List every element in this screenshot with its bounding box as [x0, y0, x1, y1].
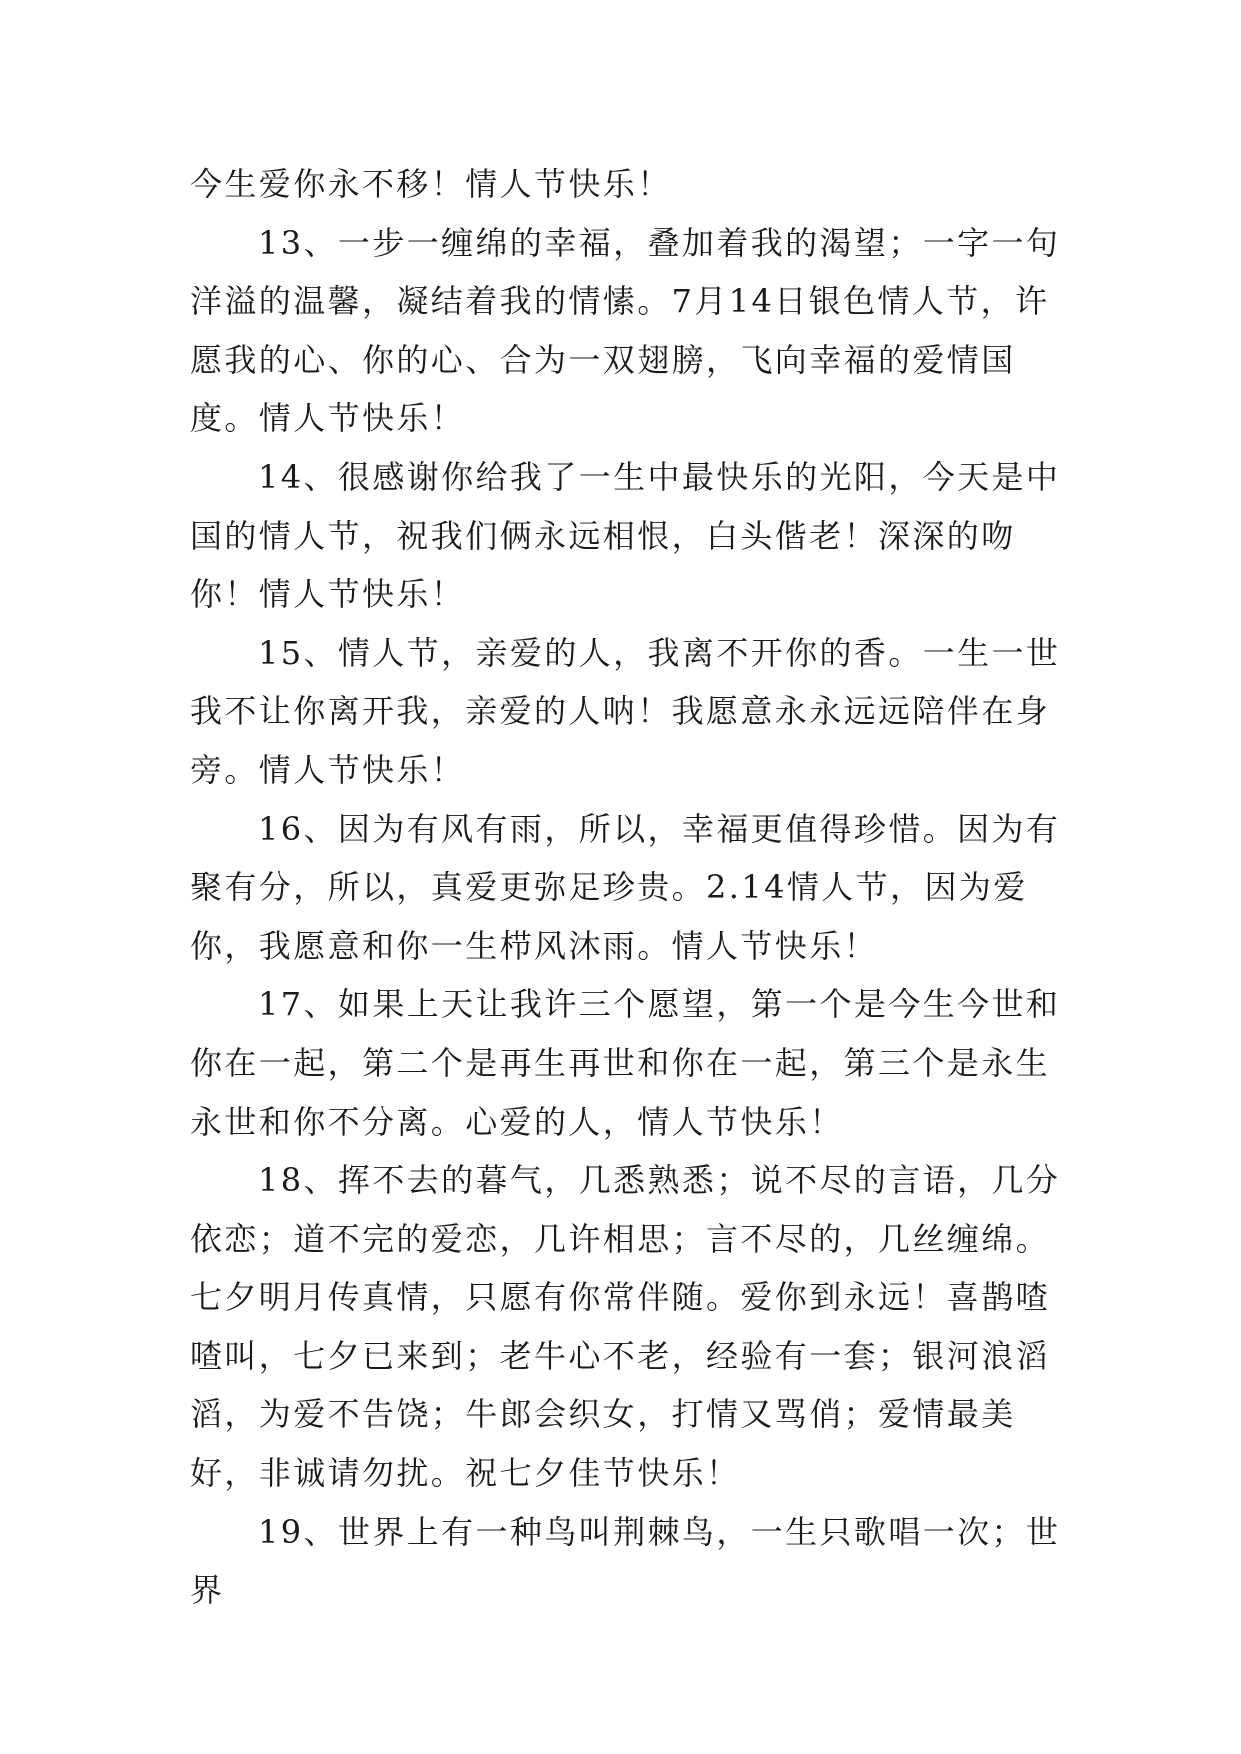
paragraph-18: 18、挥不去的暮气，几悉熟悉；说不尽的言语，几分依恋；道不完的爱恋，几许相思；言不尽的，几丝缠绵。七夕明月传真情，只愿有你常伴随。爱你到永远！喜鹊喳喳叫，七夕已来到；老牛心不老，经验有一套；银河浪滔滔，为爱不告饶；牛郎会织女，打情又骂俏；爱情最美好，非诚请勿扰。祝七夕佳节快乐！: [190, 1161, 1061, 1493]
document-body: [190, 155, 1070, 1620]
paragraph-14: 14、很感谢你给我了一生中最快乐的光阳，今天是中国的情人节，祝我们俩永远相恨，白头偕老！深深的吻你！情人节快乐！: [190, 457, 1061, 614]
paragraph-continuation: 今生爱你永不移！情人节快乐！: [190, 165, 672, 203]
paragraph-15: 15、情人节，亲爱的人，我离不开你的香。一生一世我不让你离开我，亲爱的人呐！我愿意永永远远陪伴在身旁。情人节快乐！: [190, 633, 1061, 789]
paragraph-13: 13、一步一缠绵的幸福，叠加着我的渴望；一字一句洋溢的温馨，凝结着我的情愫。7月14日银色情人节，许愿我的心、你的心、合为一双翅膀，飞向幸福的爱情国度。情人节快乐！: [190, 223, 1061, 438]
paragraph-19: 19、世界上有一种鸟叫荆棘鸟，一生只歌唱一次；世界: [190, 1512, 1061, 1610]
paragraph-16: 16、因为有风有雨，所以，幸福更值得珍惜。因为有聚有分，所以，真爱更弥足珍贵。2.14情人节，因为爱你，我愿意和你一生栉风沐雨。情人节快乐！: [190, 809, 1061, 965]
paragraph-17: 17、如果上天让我许三个愿望，第一个是今生今世和你在一起，第二个是再生再世和你在一起，第三个是永生永世和你不分离。心爱的人，情人节快乐！: [190, 985, 1061, 1141]
